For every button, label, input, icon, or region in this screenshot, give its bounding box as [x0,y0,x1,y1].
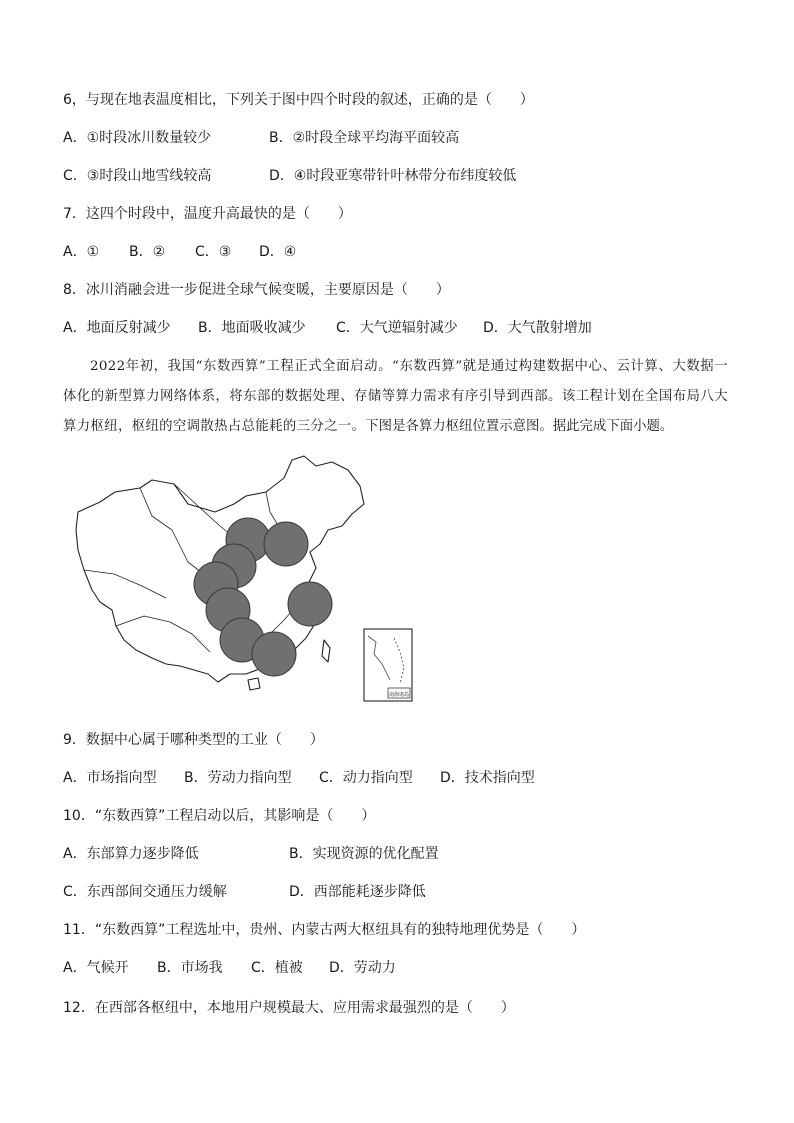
question-7-option-b: B．② [129,244,166,260]
question-7-option-d: D．④ [259,244,297,260]
question-11-option-b: B．市场我 [157,960,223,976]
question-9-stem: 9．数据中心属于哪种类型的工业（ ） [63,732,324,748]
question-6-option-d: D．④时段亚寒带针叶林带分布纬度较低 [269,168,517,184]
question-9-option-b: B．劳动力指向型 [184,770,292,786]
passage-instruction: 下图是各算力枢纽位置示意图。据此完成下面小题。 [365,419,674,434]
question-7-option-c: C．③ [195,244,232,260]
question-10-option-c: C．东西部间交通压力缓解 [63,884,227,900]
hainan-island [248,678,260,690]
question-8-option-b: B．地面吸收减少 [198,320,306,336]
question-8-stem: 8．冰川消融会进一步促进全球气候变暖，主要原因是（ ） [63,282,450,298]
question-6-stem: 6，与现在地表温度相比，下列关于图中四个时段的叙述，正确的是（ ） [63,92,534,108]
province-line-3 [116,616,210,652]
computing-hubs [194,518,332,676]
question-11-option-a: A．气候开 [63,960,129,976]
question-7-option-a: A．① [63,244,100,260]
province-line-1 [140,488,206,576]
question-9-option-c: C．动力指向型 [319,770,413,786]
question-7-stem: 7．这四个时段中，温度升高最快的是（ ） [63,206,352,222]
question-10-stem: 10．“东数西算”工程启动以后，其影响是（ ） [63,808,376,824]
question-11-option-c: C．植被 [251,960,303,976]
question-6-option-b: B．②时段全球平均海平面较高 [269,130,460,146]
question-10-option-b: B．实现资源的优化配置 [289,846,439,862]
question-8-option-a: A．地面反射减少 [63,320,171,336]
passage-body: 2022年初，我国“东数西算”工程正式全面启动。“东数西算”就是通过构建数据中心、云计算、大数据一体化的新型算力网络体系，将东部的数据处理、存储等算力需求有序引导到西部。该工程计划在全国布局八大算力枢纽，枢纽的空调散热占总能耗的三分之一。 [63,359,728,434]
question-8-option-d: D．大气散射增加 [483,320,592,336]
question-11-stem: 11．“东数西算”工程选址中，贵州、内蒙古两大枢纽具有的独特地理优势是（ ） [63,922,586,938]
question-8-option-c: C．大气逆辐射减少 [336,320,458,336]
question-10-option-a: A．东部算力逐步降低 [63,846,199,862]
province-line-4 [84,570,166,598]
south-china-sea-inset [364,629,412,701]
inset-label: 南海诸岛 [388,692,410,698]
hub-circle-8 [252,632,296,676]
question-10-option-d: D．西部能耗逐步降低 [289,884,426,900]
question-9-option-a: A．市场指向型 [63,770,157,786]
question-9-option-d: D．技术指向型 [440,770,535,786]
computing-hub-location-map [70,452,420,704]
taiwan-island [322,640,330,662]
question-11-option-d: D．劳动力 [329,960,396,976]
hub-circle-6 [288,582,332,626]
question-6-option-a: A．①时段冰川数量较少 [63,130,212,146]
reading-passage [63,352,728,442]
question-6-option-c: C．③时段山地雪线较高 [63,168,212,184]
hub-circle-2 [264,522,308,566]
question-12-stem: 12．在西部各枢纽中，本地用户规模最大、应用需求最强烈的是（ ） [63,1000,515,1016]
